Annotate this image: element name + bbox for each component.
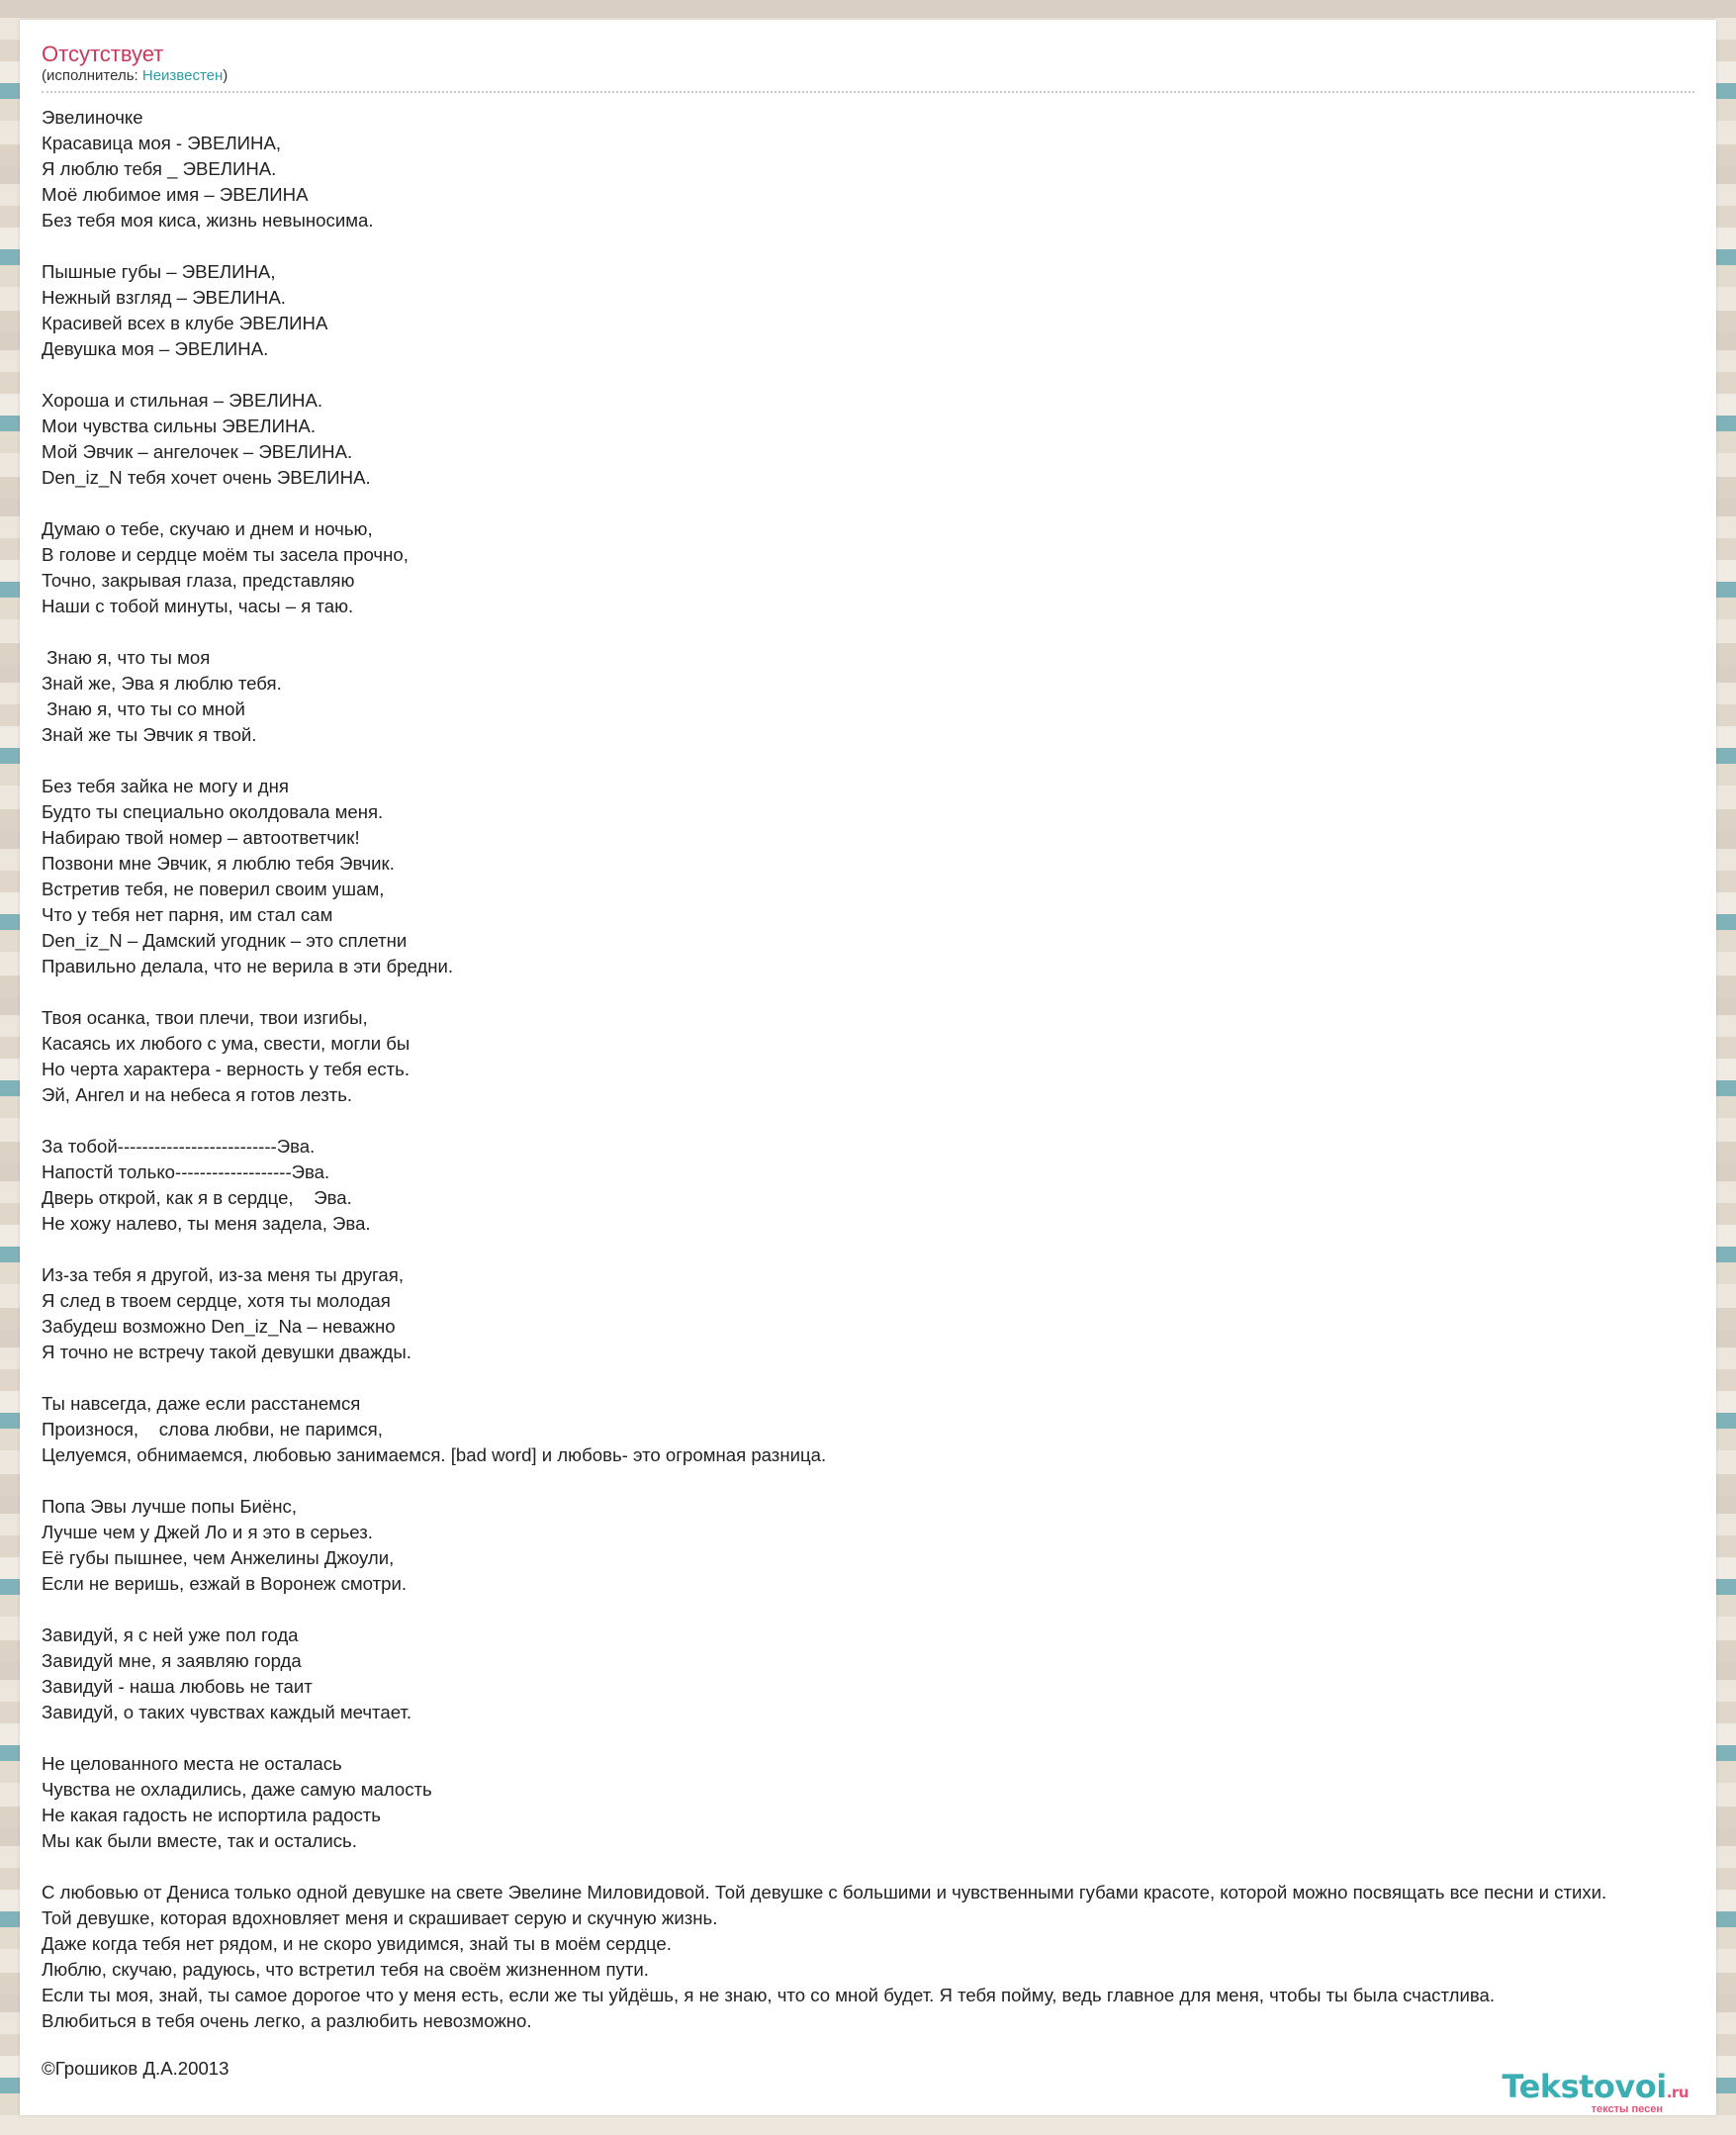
lyrics-stanza (42, 1751, 1716, 1854)
lyrics-line: Не хожу налево, ты меня задела, Эва. (42, 1213, 371, 1234)
lyrics-line: Если не веришь, езжай в Воронеж смотри. (42, 1573, 408, 1594)
lyrics-line: Девушка моя – ЭВЕЛИНА. (42, 338, 269, 359)
lyrics-line: Я люблю тебя _ ЭВЕЛИНА. (42, 158, 277, 179)
copyright-text: ©Грошиков Д.А.20013 (42, 2058, 229, 2079)
lyrics-line: Den_iz_N – Дамский угодник – это сплетни (42, 930, 408, 951)
lyrics-line: Что у тебя нет парня, им стал сам (42, 904, 333, 925)
lyrics-line: Даже когда тебя нет рядом, и не скоро увидимся, знай ты в моём сердце. (42, 1933, 672, 1954)
lyrics-line: Если ты моя, знай, ты самое дорогое что у меня есть, если же ты уйдёшь, я не знаю, что со мной будет. Я тебя пойму, ведь главное для меня, чтобы ты была счастлива. (42, 1985, 1496, 2005)
lyrics-line: Ты навсегда, даже если расстанемся (42, 1393, 361, 1414)
performer-prefix: (исполнитель: (42, 67, 142, 84)
song-header (42, 42, 1694, 93)
lyrics-line: Думаю о тебе, скучаю и днем и ночью, (42, 518, 373, 539)
lyrics-line: Нежный взгляд – ЭВЕЛИНА. (42, 287, 286, 308)
lyrics-line: Произнося, слова любви, не паримся, (42, 1419, 383, 1439)
lyrics-line: Знаю я, что ты моя (42, 647, 211, 668)
lyrics-line: Эвелиночке (42, 107, 143, 128)
lyrics-line: Её губы пышнее, чем Анжелины Джоули, (42, 1547, 395, 1568)
header-divider (42, 91, 1694, 93)
lyrics-line: Мои чувства сильны ЭВЕЛИНА. (42, 416, 316, 436)
lyrics-line: Завидуй - наша любовь не таит (42, 1676, 313, 1697)
lyrics-line: Эй, Ангел и на небеса я готов лезть. (42, 1084, 353, 1105)
lyrics-line: Той девушке, которая вдохновляет меня и скрашивает серую и скучную жизнь. (42, 1907, 718, 1928)
site-logo[interactable] (1503, 2070, 1689, 2115)
lyrics-stanza (42, 105, 1716, 233)
lyrics-line: Из-за тебя я другой, из-за меня ты другая, (42, 1264, 405, 1285)
lyrics-line: Встретив тебя, не поверил своим ушам, (42, 879, 385, 899)
lyrics-line: Лучше чем у Джей Ло и я это в серьез. (42, 1522, 373, 1542)
lyrics-line: Люблю, скучаю, радуюсь, что встретил тебя на своём жизненном пути. (42, 1959, 649, 1980)
lyrics-line: Я след в твоем сердце, хотя ты молодая (42, 1290, 391, 1311)
lyrics-line: Den_iz_N тебя хочет очень ЭВЕЛИНА. (42, 467, 371, 488)
lyrics-stanza (42, 1494, 1716, 1597)
lyrics-line: Хороша и стильная – ЭВЕЛИНА. (42, 390, 323, 411)
performer-suffix: ) (223, 67, 228, 84)
lyrics-line: Касаясь их любого с ума, свести, могли бы (42, 1033, 411, 1054)
logo-tagline: тексты песен (1591, 2103, 1663, 2115)
lyrics-stanza (42, 1623, 1716, 1725)
lyrics-text (42, 105, 1716, 2060)
lyrics-line: Красивей всех в клубе ЭВЕЛИНА (42, 313, 328, 333)
lyrics-stanza (42, 1880, 1716, 2034)
lyrics-line: Твоя осанка, твои плечи, твои изгибы, (42, 1007, 368, 1028)
lyrics-line: Правильно делала, что не верила в эти бредни. (42, 956, 454, 976)
lyrics-stanza (42, 259, 1716, 362)
lyrics-line: Завидуй, я с ней уже пол года (42, 1624, 299, 1645)
lyrics-stanza (42, 774, 1716, 979)
lyrics-line: Не какая гадость не испортила радость (42, 1805, 381, 1825)
lyrics-line: Напостй только-------------------Эва. (42, 1161, 330, 1182)
lyrics-stanza (42, 1262, 1716, 1365)
logo-main-text: Tekstovoi (1502, 2068, 1667, 2105)
lyrics-line: Набираю твой номер – автоответчик! (42, 827, 360, 848)
lyrics-line: Дверь открой, как я в сердце, Эва. (42, 1187, 352, 1208)
lyrics-stanza (42, 1391, 1716, 1468)
lyrics-line: Пышные губы – ЭВЕЛИНА, (42, 261, 276, 282)
lyrics-line: За тобой--------------------------Эва. (42, 1136, 316, 1157)
lyrics-line: Влюбиться в тебя очень легко, а разлюбить невозможно. (42, 2010, 532, 2031)
lyrics-stanza (42, 516, 1716, 619)
lyrics-line: Будто ты специально околдовала меня. (42, 801, 384, 822)
lyrics-line: С любовью от Дениса только одной девушке на свете Эвелине Миловидовой. Той девушке с большими и чувственными губами красоте, которой можно посвящать все песни и стихи. (42, 1882, 1607, 1903)
lyrics-page (20, 20, 1716, 2115)
lyrics-line: Не целованного места не осталась (42, 1753, 342, 1774)
lyrics-stanza (42, 388, 1716, 491)
lyrics-line: Завидуй, о таких чувствах каждый мечтает. (42, 1702, 412, 1722)
lyrics-line: Целуемся, обнимаемся, любовью занимаемся. [bad word] и любовь- это огромная разница. (42, 1444, 827, 1465)
lyrics-line: Чувства не охладились, даже самую малость (42, 1779, 432, 1800)
lyrics-line: Я точно не встречу такой девушки дважды. (42, 1342, 411, 1362)
performer-line (42, 67, 1694, 85)
lyrics-line: Знай же, Эва я люблю тебя. (42, 673, 282, 694)
lyrics-line: Позвони мне Эвчик, я люблю тебя Эвчик. (42, 853, 395, 874)
lyrics-line: Попа Эвы лучше попы Биёнс, (42, 1496, 297, 1517)
lyrics-line: Но черта характера - верность у тебя есть. (42, 1059, 411, 1079)
lyrics-line: Без тебя зайка не могу и дня (42, 776, 289, 796)
lyrics-line: Красавица моя - ЭВЕЛИНА, (42, 133, 282, 153)
lyrics-line: Моё любимое имя – ЭВЕЛИНА (42, 184, 309, 205)
lyrics-stanza (42, 1005, 1716, 1108)
lyrics-stanza (42, 1134, 1716, 1237)
lyrics-line: Точно, закрывая глаза, представляю (42, 570, 355, 591)
lyrics-line: Наши с тобой минуты, часы – я таю. (42, 596, 354, 616)
lyrics-line: Мы как были вместе, так и остались. (42, 1830, 357, 1851)
lyrics-stanza (42, 645, 1716, 748)
lyrics-line: Забудеш возможно Den_iz_Na – неважно (42, 1316, 396, 1337)
lyrics-line: Без тебя моя киса, жизнь невыносима. (42, 210, 374, 231)
lyrics-line: Знаю я, что ты со мной (42, 698, 245, 719)
lyrics-line: Мой Эвчик – ангелочек – ЭВЕЛИНА. (42, 441, 353, 462)
song-title[interactable]: Отсутствует (42, 42, 164, 66)
lyrics-line: Завидуй мне, я заявляю горда (42, 1650, 302, 1671)
logo-tld: .ru (1666, 2084, 1689, 2101)
lyrics-line: В голове и сердце моём ты засела прочно, (42, 544, 409, 565)
lyrics-line: Знай же ты Эвчик я твой. (42, 724, 257, 745)
performer-link[interactable]: Неизвестен (141, 67, 224, 84)
